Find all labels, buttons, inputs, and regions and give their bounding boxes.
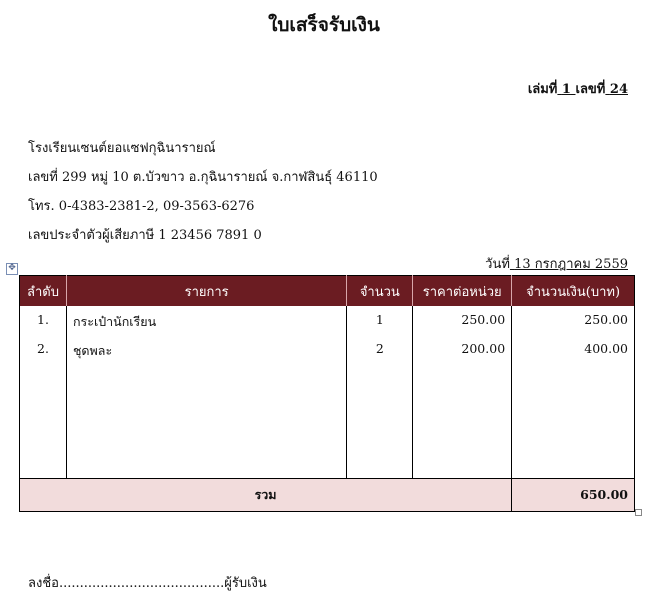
date-line xyxy=(485,253,628,274)
row-qty: 1 xyxy=(347,306,413,335)
doc-number: 24 xyxy=(609,82,628,97)
row-item: ชุดพละ xyxy=(66,335,346,364)
total-label: รวม xyxy=(20,478,512,511)
table-header-row xyxy=(20,276,635,307)
move-handle-icon[interactable]: ✥ xyxy=(6,263,18,275)
table-row xyxy=(20,335,635,364)
receipt-title: ใบเสร็จรับเงิน xyxy=(268,14,380,36)
book-label: เล่มที่ xyxy=(527,82,558,97)
issuer-tax-id: เลขประจำตัวผู้เสียภาษี 1 23456 7891 0 xyxy=(28,228,262,243)
table-filler-row xyxy=(20,364,635,478)
issuer-name: โรงเรียนเซนต์ยอแซฟกุฉินารายณ์ xyxy=(28,141,216,156)
issuer-address: เลขที่ 299 หมู่ 10 ต.บัวขาว อ.กุฉินารายณ์ จ.กาฬสินธุ์ 46110 xyxy=(28,170,378,185)
row-amount: 400.00 xyxy=(512,335,635,364)
date-value: 13 กรกฎาคม 2559 xyxy=(514,257,628,272)
signature-line: ลงชื่อ........................................ผู้รับเงิน xyxy=(28,576,267,591)
row-no: 1. xyxy=(20,306,67,335)
issuer-phone: โทร. 0-4383-2381-2, 09-3563-6276 xyxy=(28,199,255,214)
date-label: วันที่ xyxy=(485,257,510,272)
row-unit-price: 250.00 xyxy=(413,306,512,335)
row-no: 2. xyxy=(20,335,67,364)
row-unit-price: 200.00 xyxy=(413,335,512,364)
row-qty: 2 xyxy=(347,335,413,364)
resize-handle-icon[interactable] xyxy=(635,509,642,516)
row-item: กระเป๋านักเรียน xyxy=(66,306,346,335)
header-unit-price: ราคาต่อหน่วย xyxy=(413,276,512,307)
total-value: 650.00 xyxy=(512,478,635,511)
header-qty: จำนวน xyxy=(347,276,413,307)
header-item: รายการ xyxy=(66,276,346,307)
header-no: ลำดับ xyxy=(20,276,67,307)
book-number: 1 xyxy=(561,82,571,97)
table-row xyxy=(20,306,635,335)
book-number-line xyxy=(528,78,628,99)
table-total-row xyxy=(20,478,635,511)
doc-label: เลขที่ xyxy=(575,82,606,97)
receipt-table xyxy=(19,275,635,512)
row-amount: 250.00 xyxy=(512,306,635,335)
header-amount: จำนวนเงิน(บาท) xyxy=(512,276,635,307)
